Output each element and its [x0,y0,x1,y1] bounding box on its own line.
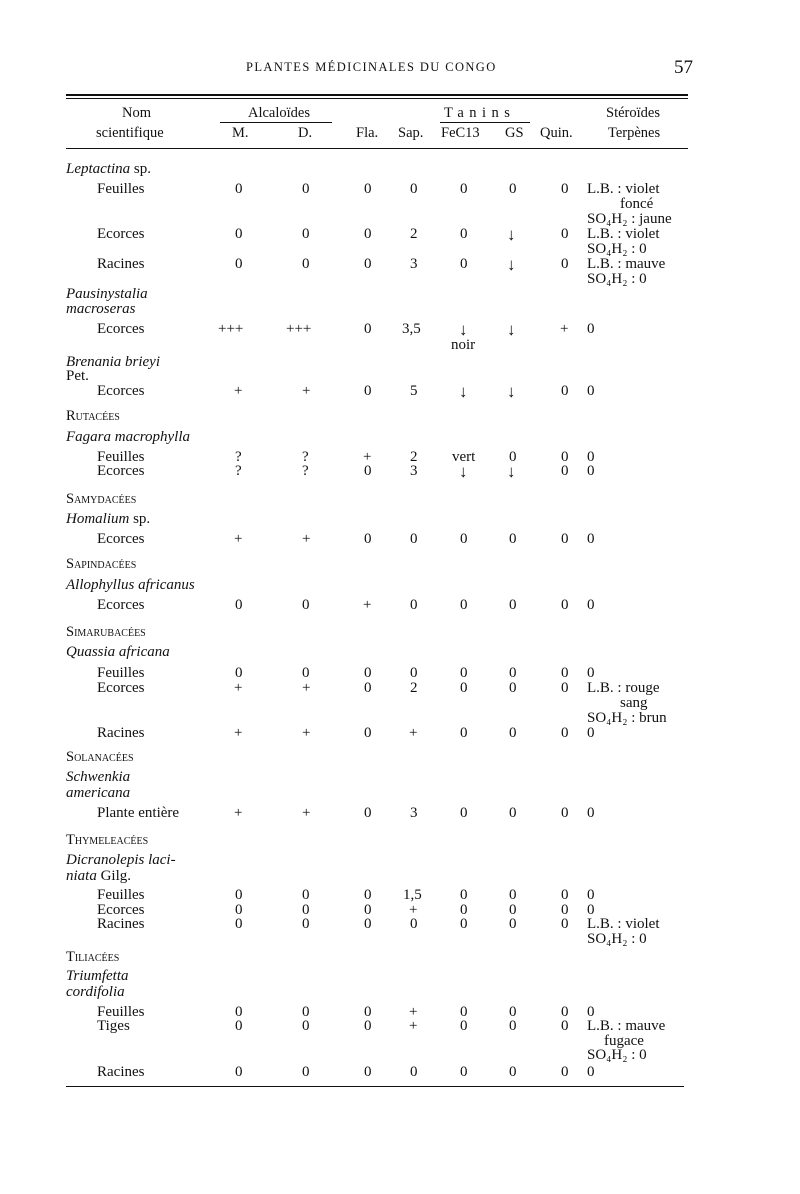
header-quin: Quin. [540,125,573,141]
organ-label: Ecorces [97,226,145,242]
species-name: Leptactina sp. [66,161,152,177]
cell-d: 0 [302,1004,310,1020]
cell-d: 0 [302,256,310,272]
cell-gs: 0 [509,1004,517,1020]
organ-label: Racines [97,256,145,272]
cell-steroides: L.B. : mauve [587,1018,666,1034]
cell-m: +++ [218,321,244,337]
cell-gs: 0 [509,597,517,613]
cell-m: 0 [235,597,243,613]
cell-gs: 0 [509,665,517,681]
species-name-cont: macroseras [66,301,136,317]
tanins-rule [440,122,530,123]
table-top-rule [66,94,688,96]
cell-fec: 0 [460,1018,468,1034]
cell-sap: 3 [410,463,418,479]
header-tanins: Tanins [444,105,516,121]
cell-m: + [234,383,243,399]
cell-sap: 0 [410,181,418,197]
cell-steroides-cont: foncé [620,196,654,212]
organ-label: Racines [97,1064,145,1080]
species-name-cont: cordifolia [66,984,125,1000]
cell-fec: 0 [460,916,468,932]
cell-d: 0 [302,181,310,197]
cell-sap: 2 [410,680,418,696]
cell-m: + [234,725,243,741]
cell-quin: 0 [561,665,569,681]
cell-gs: ↓ [507,382,516,401]
cell-m: 0 [235,665,243,681]
cell-quin: 0 [561,1018,569,1034]
cell-m: 0 [235,181,243,197]
organ-label: Feuilles [97,887,145,903]
header-fla: Fla. [356,125,379,141]
cell-sap: 0 [410,665,418,681]
cell-quin: 0 [561,256,569,272]
cell-quin: 0 [561,181,569,197]
family-heading: Samydacées [66,491,137,507]
cell-sap: 3 [410,805,418,821]
cell-quin: + [560,321,569,337]
cell-fla: 0 [364,665,372,681]
organ-label: Ecorces [97,902,145,918]
cell-gs: 0 [509,680,517,696]
cell-fec: 0 [460,1064,468,1080]
cell-fec: ↓ [459,462,468,481]
cell-d: 0 [302,1064,310,1080]
cell-steroides: 0 [587,902,595,918]
family-heading: Solanacées [66,749,134,765]
cell-fla: 0 [364,916,372,932]
species-name: Schwenkia [66,769,131,785]
cell-quin: 0 [561,902,569,918]
species-name: Allophyllus africanus [66,577,195,593]
cell-steroides-so4: SO₄H₂ : 0 [587,931,647,947]
cell-m: + [234,680,243,696]
cell-fec: 0 [460,680,468,696]
cell-fec: 0 [460,1004,468,1020]
header-bottom-rule [66,148,688,149]
running-title: PLANTES MÉDICINALES DU CONGO [246,60,497,74]
cell-steroides-so4: SO₄H₂ : brun [587,710,667,726]
cell-steroides: 0 [587,805,595,821]
organ-label: Feuilles [97,449,145,465]
cell-sap: + [409,1018,418,1034]
cell-d: 0 [302,1018,310,1034]
cell-gs: 0 [509,887,517,903]
cell-fla: 0 [364,321,372,337]
cell-sap: 5 [410,383,418,399]
cell-fec: 0 [460,531,468,547]
cell-quin: 0 [561,531,569,547]
cell-steroides: 0 [587,449,595,465]
cell-sap: 2 [410,449,418,465]
cell-steroides-cont: fugace [604,1033,644,1049]
cell-steroides: 0 [587,463,595,479]
cell-steroides-so4: SO₄H₂ : 0 [587,271,647,287]
cell-steroides: 0 [587,725,595,741]
cell-d: 0 [302,665,310,681]
cell-fla: 0 [364,181,372,197]
cell-m: ? [235,449,242,465]
cell-steroides: 0 [587,383,595,399]
header-scientifique: scientifique [96,125,164,141]
cell-fla: 0 [364,725,372,741]
cell-m: 0 [235,887,243,903]
header-sap: Sap. [398,125,424,141]
cell-d: 0 [302,887,310,903]
cell-m: + [234,805,243,821]
organ-label: Tiges [97,1018,130,1034]
cell-fla: + [363,597,372,613]
cell-gs: 0 [509,1064,517,1080]
header-fec13: FeC13 [441,125,480,141]
cell-sap: 1,5 [403,887,422,903]
cell-fec: vert [452,449,476,465]
cell-d: + [302,383,311,399]
organ-label: Ecorces [97,463,145,479]
cell-steroides: 0 [587,531,595,547]
organ-label: Feuilles [97,181,145,197]
cell-fec: 0 [460,181,468,197]
family-heading: Tiliacées [66,949,120,965]
cell-m: 0 [235,1018,243,1034]
cell-gs: 0 [509,181,517,197]
cell-steroides: L.B. : violet [587,916,660,932]
page-number: 57 [674,57,693,78]
cell-gs: 0 [509,902,517,918]
cell-fec: 0 [460,902,468,918]
organ-label: Ecorces [97,321,145,337]
cell-fec: 0 [460,887,468,903]
species-epithet: niata [66,868,97,884]
cell-fla: 0 [364,1018,372,1034]
family-heading: Thymeleacées [66,832,149,848]
cell-fla: 0 [364,256,372,272]
cell-sap: + [409,902,418,918]
cell-gs: ↓ [507,320,516,339]
cell-m: + [234,531,243,547]
cell-gs: ↓ [507,225,516,244]
cell-d: + [302,725,311,741]
species-author: Gilg. [100,868,132,884]
organ-label: Ecorces [97,680,145,696]
cell-quin: 0 [561,916,569,932]
cell-sap: + [409,725,418,741]
cell-fec: 0 [460,226,468,242]
cell-quin: 0 [561,226,569,242]
cell-sap: 2 [410,226,418,242]
cell-quin: 0 [561,680,569,696]
cell-fla: 0 [364,531,372,547]
cell-m: 0 [235,916,243,932]
cell-gs: ↓ [507,462,516,481]
alcaloides-rule [220,122,332,123]
cell-d: 0 [302,226,310,242]
cell-m: 0 [235,902,243,918]
cell-d: + [302,680,311,696]
cell-steroides-so4: SO₄H₂ : 0 [587,1047,647,1063]
cell-gs: 0 [509,805,517,821]
organ-label: Ecorces [97,383,145,399]
cell-steroides: 0 [587,597,595,613]
cell-sap: 0 [410,1064,418,1080]
cell-m: 0 [235,1064,243,1080]
header-gs: GS [505,125,524,141]
cell-fec: 0 [460,665,468,681]
cell-sap: + [409,1004,418,1020]
cell-fla: 0 [364,805,372,821]
cell-fla: 0 [364,226,372,242]
cell-steroides: 0 [587,1004,595,1020]
cell-fla: 0 [364,887,372,903]
table-top-rule-thin [66,98,688,99]
species-name: Triumfetta [66,968,129,984]
header-m: M. [232,125,249,141]
organ-label: Ecorces [97,597,145,613]
cell-fla: 0 [364,680,372,696]
cell-d: 0 [302,597,310,613]
cell-fla: 0 [364,1064,372,1080]
cell-gs: ↓ [507,255,516,274]
cell-quin: 0 [561,725,569,741]
organ-label: Racines [97,916,145,932]
species-name: Homalium sp. [66,511,151,527]
organ-label: Feuilles [97,665,145,681]
cell-gs: 0 [509,449,517,465]
cell-steroides: L.B. : violet [587,181,660,197]
cell-fec: ↓ [459,382,468,401]
cell-quin: 0 [561,449,569,465]
cell-d: ? [302,449,309,465]
table-bottom-rule [66,1086,684,1087]
species-name: Dicranolepis laci- [66,852,176,868]
cell-quin: 0 [561,887,569,903]
header-nom: Nom [122,105,151,121]
organ-label: Feuilles [97,1004,145,1020]
cell-m: ? [235,463,242,479]
cell-quin: 0 [561,1064,569,1080]
cell-fla: + [363,449,372,465]
cell-sap: 0 [410,916,418,932]
cell-d: + [302,531,311,547]
cell-sap: 0 [410,531,418,547]
family-heading: Sapindacées [66,556,137,572]
cell-steroides: 0 [587,665,595,681]
cell-steroides: L.B. : violet [587,226,660,242]
cell-steroides: 0 [587,887,595,903]
cell-sap: 0 [410,597,418,613]
cell-fec: 0 [460,256,468,272]
cell-m: 0 [235,226,243,242]
cell-fec-note: noir [451,337,476,353]
header-alcaloides: Alcaloïdes [248,105,311,121]
cell-steroides: L.B. : rouge [587,680,660,696]
cell-d: 0 [302,916,310,932]
cell-gs: 0 [509,531,517,547]
header-terpenes: Terpènes [608,125,661,141]
species-name-cont [66,869,131,884]
cell-quin: 0 [561,805,569,821]
organ-label: Racines [97,725,145,741]
cell-fec: 0 [460,725,468,741]
cell-fla: 0 [364,1004,372,1020]
organ-label: Ecorces [97,531,145,547]
cell-d: + [302,805,311,821]
cell-d: +++ [286,321,312,337]
cell-fec: ↓ [459,320,468,339]
cell-steroides: L.B. : mauve [587,256,666,272]
cell-fla: 0 [364,463,372,479]
cell-m: 0 [235,256,243,272]
cell-steroides-so4: SO₄H₂ : jaune [587,211,672,227]
header-d: D. [298,125,313,141]
cell-gs: 0 [509,1018,517,1034]
cell-fec: 0 [460,597,468,613]
family-heading: Simarubacées [66,624,146,640]
cell-steroides: 0 [587,1064,595,1080]
cell-quin: 0 [561,1004,569,1020]
cell-fla: 0 [364,902,372,918]
cell-gs: 0 [509,725,517,741]
cell-steroides-so4: SO₄H₂ : 0 [587,241,647,257]
cell-fec: 0 [460,805,468,821]
cell-d: 0 [302,902,310,918]
cell-steroides-cont: sang [620,695,648,711]
cell-steroides: 0 [587,321,595,337]
species-author: Pet. [66,368,89,384]
species-name: Quassia africana [66,644,170,660]
cell-sap: 3,5 [402,321,421,337]
cell-sap: 3 [410,256,418,272]
cell-quin: 0 [561,463,569,479]
cell-quin: 0 [561,597,569,613]
cell-fla: 0 [364,383,372,399]
cell-m: 0 [235,1004,243,1020]
family-heading: Rutacées [66,408,120,424]
species-name: Fagara macrophylla [66,429,191,445]
cell-d: ? [302,463,309,479]
species-name-cont: americana [66,785,131,801]
species-name: Brenania brieyi [66,354,161,370]
cell-quin: 0 [561,383,569,399]
cell-gs: 0 [509,916,517,932]
organ-label: Plante entière [97,805,180,821]
species-name: Pausinystalia [66,286,148,302]
header-steroides: Stéroïdes [606,105,660,121]
